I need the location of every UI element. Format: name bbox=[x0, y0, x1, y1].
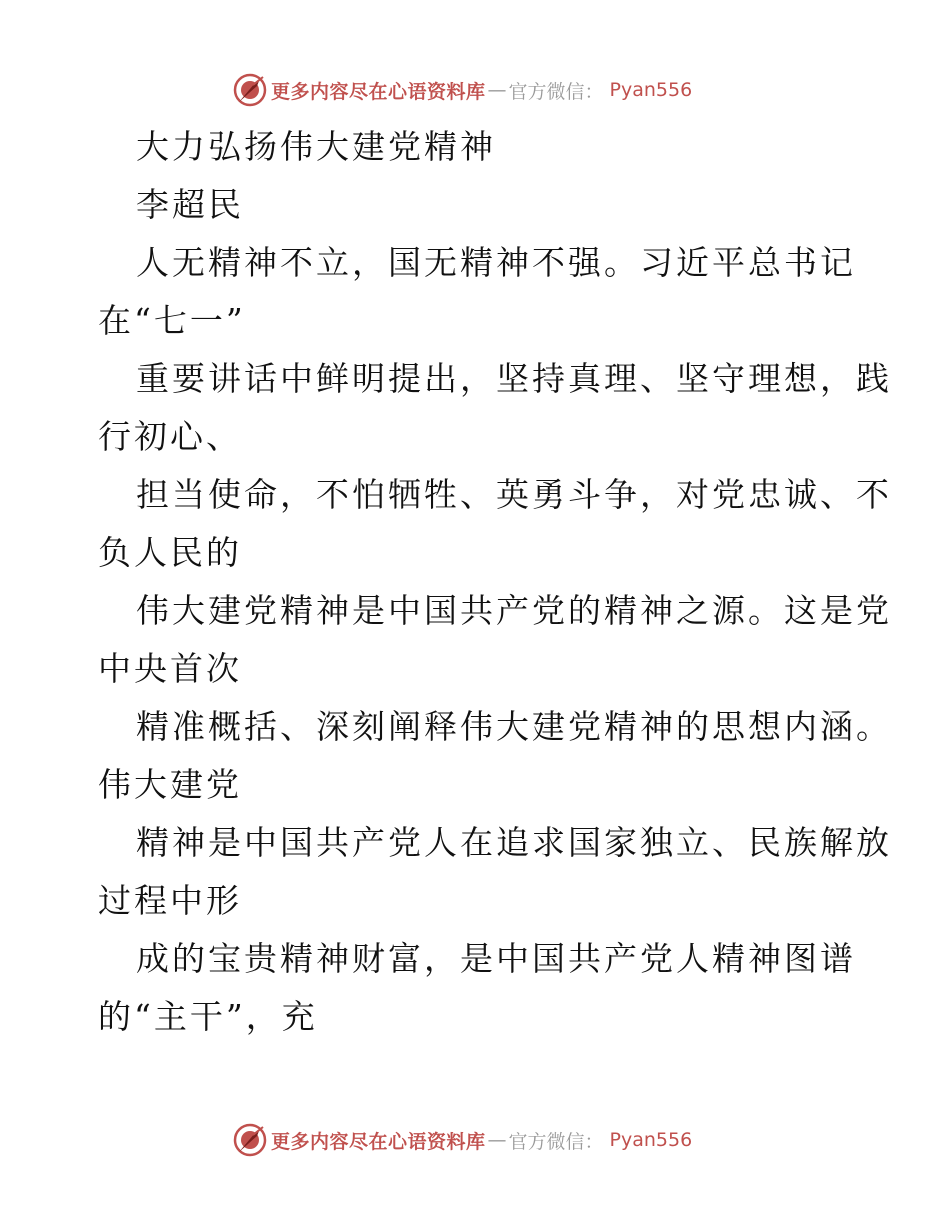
quill-logo-icon bbox=[233, 73, 267, 107]
paragraph-line: 伟大建党 bbox=[98, 765, 242, 804]
paragraph-line: 过程中形 bbox=[98, 881, 242, 920]
paragraph-line: 精准概括、深刻阐释伟大建党精神的思想内涵。 bbox=[136, 707, 892, 746]
paragraph-line: 担当使命，不怕牺牲、英勇斗争，对党忠诚、不 bbox=[136, 475, 892, 514]
watermark-wechat-label: 官方微信 bbox=[508, 80, 585, 103]
article-author: 李超民 bbox=[136, 185, 244, 224]
paragraph-line: 成的宝贵精神财富，是中国共产党人精神图谱 bbox=[136, 939, 856, 978]
paragraph-line: 重要讲话中鲜明提出，坚持真理、坚守理想，践 bbox=[136, 359, 892, 398]
watermark-wechat-label: 官方微信 bbox=[508, 1130, 585, 1153]
article-title: 大力弘扬伟大建党精神 bbox=[136, 127, 496, 166]
watermark-dash: — bbox=[487, 1129, 507, 1151]
watermark-separator: ： bbox=[584, 80, 604, 103]
paragraph-line: 人无精神不立，国无精神不强。习近平总书记 bbox=[136, 243, 856, 282]
paragraph-line: 中央首次 bbox=[98, 649, 242, 688]
footer-watermark bbox=[233, 1122, 692, 1158]
quill-logo-icon bbox=[233, 1123, 267, 1157]
watermark-wechat-id: Pyan556 bbox=[609, 79, 693, 101]
watermark-site-text: 更多内容尽在心语资料库 bbox=[271, 1130, 486, 1153]
paragraph-line: 的“主干”，充 bbox=[98, 997, 318, 1036]
paragraph-line: 行初心、 bbox=[98, 417, 242, 456]
header-watermark bbox=[233, 72, 692, 108]
paragraph-line: 精神是中国共产党人在追求国家独立、民族解放 bbox=[136, 823, 892, 862]
watermark-site-text: 更多内容尽在心语资料库 bbox=[271, 80, 486, 103]
watermark-wechat-id: Pyan556 bbox=[609, 1129, 693, 1151]
watermark-separator: ： bbox=[584, 1130, 604, 1153]
paragraph-line: 伟大建党精神是中国共产党的精神之源。这是党 bbox=[136, 591, 892, 630]
watermark-dash: — bbox=[487, 79, 507, 101]
paragraph-line: 负人民的 bbox=[98, 533, 242, 572]
paragraph-line: 在“七一” bbox=[98, 301, 246, 340]
